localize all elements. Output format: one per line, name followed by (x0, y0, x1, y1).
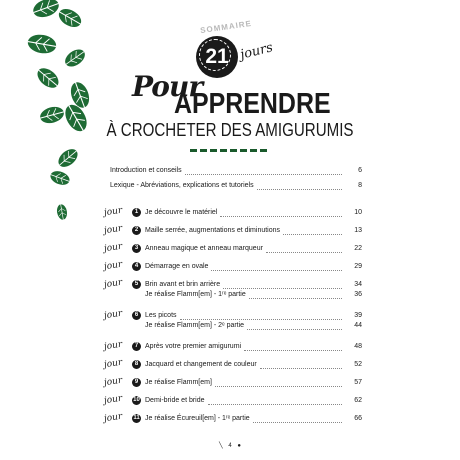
toc-entry-title: Je réalise Flamm[em] - 2ᵉ partie (145, 322, 245, 329)
title-line-2: APPRENDRE (174, 88, 331, 120)
day-number-badge: 7 (132, 342, 141, 351)
toc-entry-title: Demi-bride et bride (145, 397, 205, 404)
dot-leader (253, 422, 342, 423)
dot-leader (223, 288, 342, 289)
toc-entry-title: Brin avant et brin arrière (145, 281, 221, 288)
day-number-badge: 3 (132, 244, 141, 253)
page-footer (0, 442, 460, 449)
toc-entry-title: Anneau magique et anneau marqueur (145, 245, 263, 252)
day-number-badge: 6 (132, 311, 141, 320)
dot-leader (211, 270, 342, 271)
day-label: jour (103, 308, 123, 322)
toc-entry-page: 52 (354, 361, 362, 368)
day-label: jour (103, 241, 123, 255)
toc-entry-title: Démarrage en ovale (145, 263, 209, 270)
toc-entry-title: Jacquard et changement de couleur (145, 361, 257, 368)
toc-entry-title: Je réalise Flamm[em] - 1ʳᵉ partie (145, 291, 246, 298)
toc-entry-page: 13 (354, 227, 362, 234)
toc-entry-title: Je découvre le matériel (145, 209, 218, 216)
toc-entry-page: 44 (354, 322, 362, 329)
dot-leader (283, 234, 342, 235)
day-label: jour (103, 223, 123, 237)
toc-entry-page: 6 (358, 167, 362, 174)
toc-entry-title: Maille serrée, augmentations et diminutions (145, 227, 281, 234)
toc-entry-page: 62 (354, 397, 362, 404)
toc-entry-title: Introduction et conseils (110, 167, 182, 174)
toc-entry-page: 48 (354, 343, 362, 350)
days-badge: 21 (196, 36, 238, 78)
toc-entry-page: 29 (354, 263, 362, 270)
day-number-badge: 10 (133, 397, 140, 403)
day-label: jour (103, 205, 123, 219)
day-label: jour (103, 259, 123, 273)
dot-leader (260, 368, 342, 369)
badge-days-word: jours (238, 40, 275, 63)
dot-leader (247, 329, 342, 330)
toc-entry-page: 22 (354, 245, 362, 252)
yarn-ball-icon: ● (237, 443, 241, 449)
day-number-badge: 1 (132, 208, 141, 217)
toc-entry-page: 36 (354, 291, 362, 298)
dot-leader (257, 189, 342, 190)
title-line-1: Pour (132, 70, 203, 103)
page-number: 4 (228, 443, 232, 449)
dot-leader (208, 404, 342, 405)
day-label: jour (103, 277, 123, 291)
toc-entry-page: 8 (358, 182, 362, 189)
dot-leader (180, 319, 342, 320)
title-divider (190, 149, 270, 152)
toc-entry-page: 34 (354, 281, 362, 288)
day-label: jour (103, 393, 123, 407)
day-number-badge: 9 (132, 378, 141, 387)
day-number-badge: 5 (132, 280, 141, 289)
day-number-badge: 4 (132, 262, 141, 271)
dot-leader (244, 350, 342, 351)
toc-entry-page: 57 (354, 379, 362, 386)
day-label: jour (103, 375, 123, 389)
day-number-badge: 2 (132, 226, 141, 235)
day-number-badge: 11 (133, 415, 140, 421)
toc-entry-title: Les picots (145, 312, 177, 319)
dot-leader (185, 174, 342, 175)
dot-leader (249, 298, 342, 299)
needle-icon: ╲ (219, 443, 223, 449)
toc-entry-title: Après votre premier amigurumi (145, 343, 242, 350)
day-label: jour (103, 411, 123, 425)
toc-entry-title: Je réalise Flamm[em] (145, 379, 212, 386)
summary-label: SOMMAIRE (199, 18, 253, 36)
day-label: jour (103, 357, 123, 371)
dot-leader (220, 216, 342, 217)
dot-leader (215, 386, 342, 387)
toc-entry-page: 39 (354, 312, 362, 319)
dot-leader (266, 252, 342, 253)
toc-entry-title: Lexique - Abréviations, explications et tutoriels (110, 182, 254, 189)
title-line-3: À CROCHETER DES AMIGURUMIS (106, 120, 354, 140)
toc-entry-page: 66 (354, 415, 362, 422)
toc-entry-page: 10 (354, 209, 362, 216)
day-number-badge: 8 (132, 360, 141, 369)
toc-entry-title: Je réalise Écureuil[em] - 1ʳᵉ partie (145, 415, 250, 422)
day-label: jour (103, 339, 123, 353)
